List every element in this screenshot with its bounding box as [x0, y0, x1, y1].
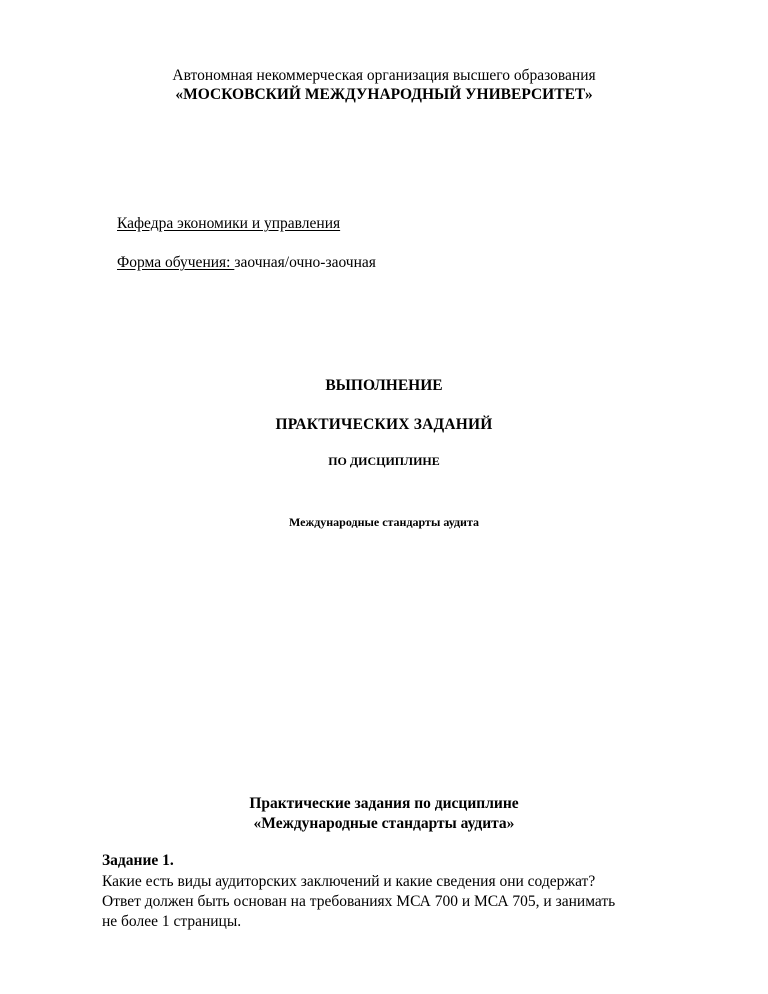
department: Кафедра экономики и управления [117, 215, 341, 232]
discipline-name: Международные стандарты аудита [289, 515, 479, 529]
task-1-text-line-2: Ответ должен быть основан на требованиях МСА 700 и МСА 705, и занимать [102, 893, 616, 910]
university-name: «МОСКОВСКИЙ МЕЖДУНАРОДНЫЙ УНИВЕРСИТЕТ» [175, 86, 593, 103]
study-form-value: заочная/очно-заочная [234, 254, 376, 271]
study-form [117, 255, 376, 271]
organization-type: Автономная некоммерческая организация высшего образования [172, 67, 596, 84]
title-line-1: ВЫПОЛНЕНИЕ [325, 377, 443, 394]
task-1-text-line-1: Какие есть виды аудиторских заключений и какие сведения они содержат? [102, 873, 596, 890]
title-line-2: ПРАКТИЧЕСКИХ ЗАДАНИЙ [275, 416, 493, 433]
task-1-heading: Задание 1. [102, 852, 174, 869]
practical-title-line-1: Практические задания по дисциплине [249, 795, 519, 812]
task-1-text-line-3: не более 1 страницы. [102, 913, 242, 930]
title-line-3: ПО ДИСЦИПЛИНЕ [328, 454, 440, 468]
practical-title-line-2: «Международные стандарты аудита» [253, 815, 515, 832]
study-form-label: Форма обучения: [117, 254, 235, 271]
